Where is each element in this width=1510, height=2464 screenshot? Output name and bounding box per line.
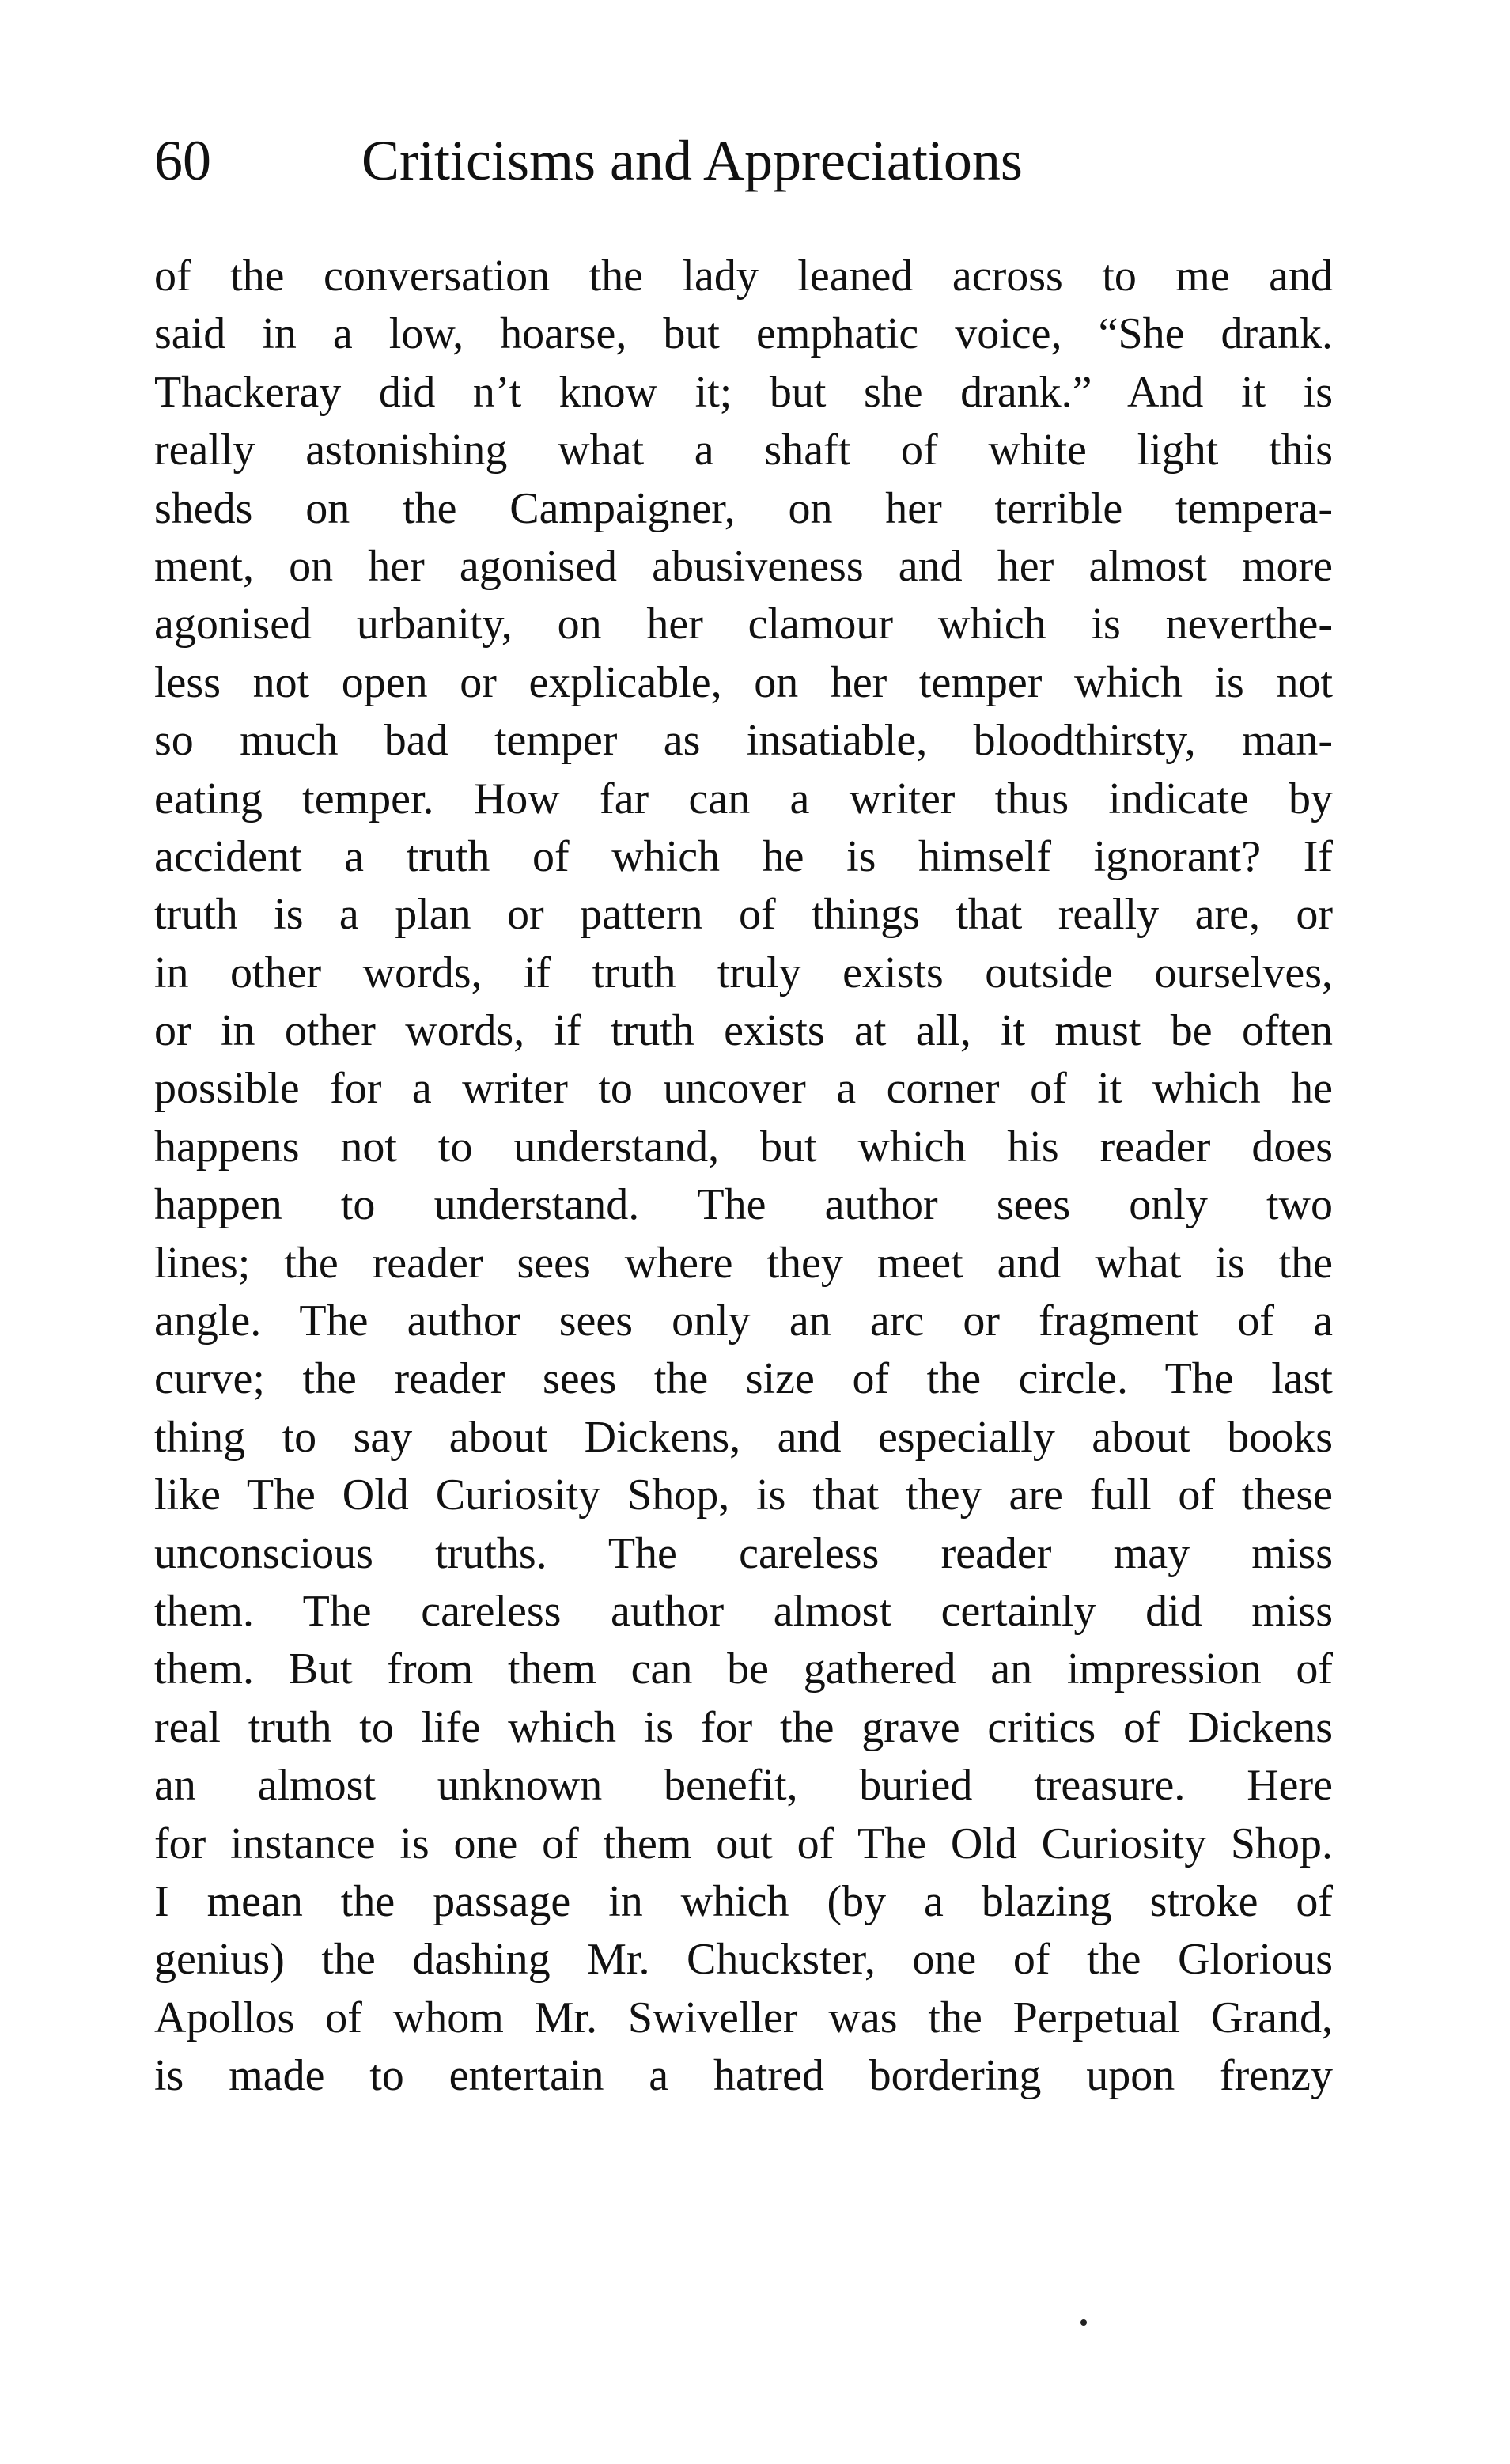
text-line: said in a low, hoarse, but emphatic voice, “She drank. [154, 309, 1333, 359]
text-line: of the conversation the lady leaned across to me and [154, 252, 1333, 301]
text-line: unconscious truths. The careless reader may miss [154, 1528, 1333, 1578]
text-line: an almost unknown benefit, buried treasure. Here [154, 1761, 1333, 1811]
text-line: agonised urbanity, on her clamour which is neverthe- [154, 600, 1333, 649]
text-line: I mean the passage in which (by a blazing stroke of [154, 1876, 1333, 1926]
text-line: happen to understand. The author sees only two [154, 1180, 1333, 1230]
text-line: for instance is one of them out of The Old Curiosity Shop. [154, 1819, 1333, 1868]
text-line: Apollos of whom Mr. Swiveller was the Perpetual Grand, [154, 1993, 1333, 2042]
text-line: Thackeray did n’t know it; but she drank.” And it is [154, 367, 1333, 417]
text-line: less not open or explicable, on her temper which is not [154, 657, 1333, 707]
text-line: them. But from them can be gathered an impression of [154, 1645, 1333, 1694]
text-line: really astonishing what a shaft of white light this [154, 426, 1333, 475]
text-line: lines; the reader sees where they meet and what is the [154, 1238, 1333, 1288]
text-line: real truth to life which is for the grave critics of Dickens [154, 1702, 1333, 1752]
text-line: like The Old Curiosity Shop, is that they are full of these [154, 1470, 1333, 1520]
text-line: so much bad temper as insatiable, bloodthirsty, man- [154, 716, 1333, 766]
text-line: genius) the dashing Mr. Chuckster, one of the Glorious [154, 1935, 1333, 1985]
text-line: truth is a plan or pattern of things that really are, or [154, 890, 1333, 940]
text-line: possible for a writer to uncover a corner of it which he [154, 1064, 1333, 1114]
page-number: 60 [154, 129, 211, 192]
text-line: happens not to understand, but which his reader does [154, 1122, 1333, 1171]
text-line: is made to entertain a hatred bordering upon frenzy [154, 2051, 1333, 2101]
text-line: them. The careless author almost certainly did miss [154, 1586, 1333, 1636]
running-head [154, 125, 1341, 196]
text-line: thing to say about Dickens, and especially about books [154, 1412, 1333, 1462]
text-line: in other words, if truth truly exists outside ourselves, [154, 948, 1333, 997]
ink-dot [1080, 2319, 1087, 2326]
body-text [154, 248, 1333, 2106]
text-line: eating temper. How far can a writer thus indicate by [154, 774, 1333, 823]
text-line: sheds on the Campaigner, on her terrible tempera- [154, 483, 1333, 533]
text-line: ment, on her agonised abusiveness and her almost more [154, 541, 1333, 591]
text-line: curve; the reader sees the size of the circle. The last [154, 1354, 1333, 1404]
running-title: Criticisms and Appreciations [361, 129, 1023, 192]
text-line: accident a truth of which he is himself ignorant? If [154, 831, 1333, 881]
text-line: angle. The author sees only an arc or fragment of a [154, 1296, 1333, 1346]
text-line: or in other words, if truth exists at all, it must be often [154, 1006, 1333, 1056]
